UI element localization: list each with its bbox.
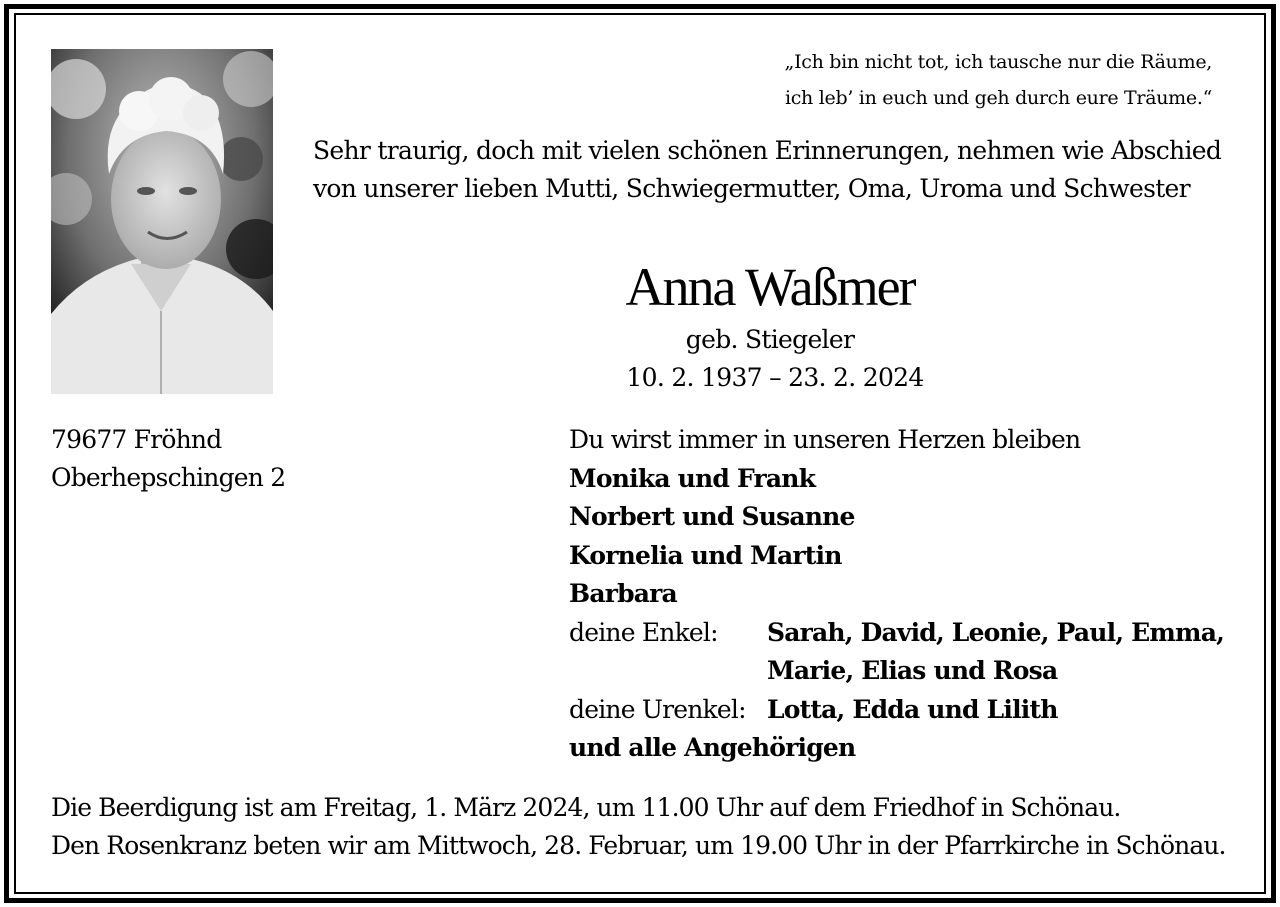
family-closing: und alle Angehörigen [569,733,856,762]
grandchildren-label: deine Enkel: [569,617,718,647]
address-line: Oberhepschingen 2 [51,463,286,492]
intro-text [313,132,1243,208]
great-grandchildren-label: deine Urenkel: [569,694,746,724]
great-grandchildren-row [569,691,1249,730]
grandchildren-row [569,614,1249,653]
quote-line: ich leb’ in euch und geh durch eure Träume.“ [784,87,1212,109]
rosary-line: Den Rosenkranz beten wir am Mittwoch, 28. Februar, um 19.00 Uhr in der Pfarrkirche in Schönau. [51,831,1226,860]
funeral-line: Die Beerdigung ist am Freitag, 1. März 2024, um 11.00 Uhr auf dem Friedhof in Schönau. [51,793,1121,822]
family-member: Kornelia und Martin [569,540,842,570]
birth-name: geb. Stiegeler [685,325,855,354]
family-member: Barbara [569,579,677,608]
address-line: 79677 Fröhnd [51,425,222,454]
intro-line: Sehr traurig, doch mit vielen schönen Erinnerungen, nehmen wie Abschied [313,136,1222,165]
grandchildren-names-continued: Marie, Elias und Rosa [767,656,1058,685]
family-member: Norbert und Susanne [569,502,855,531]
life-dates: 10. 2. 1937 – 23. 2. 2024 [626,363,924,392]
portrait-photo [51,49,273,394]
quote-line: „Ich bin nicht tot, ich tausche nur die Räume, [784,51,1212,73]
funeral-info [51,789,1251,865]
deceased-name: Anna Waßmer [625,257,915,317]
intro-line: von unserer lieben Mutti, Schwiegermutter, Oma, Uroma und Schwester [313,174,1190,203]
family-list [569,421,1249,768]
address [51,421,371,497]
family-intro: Du wirst immer in unseren Herzen bleiben [569,425,1081,454]
quote [652,44,1212,116]
family-member: Monika und Frank [569,463,816,493]
great-grandchildren-names: Lotta, Edda und Lilith [767,694,1058,724]
grandchildren-names: Sarah, David, Leonie, Paul, Emma, [767,617,1225,647]
